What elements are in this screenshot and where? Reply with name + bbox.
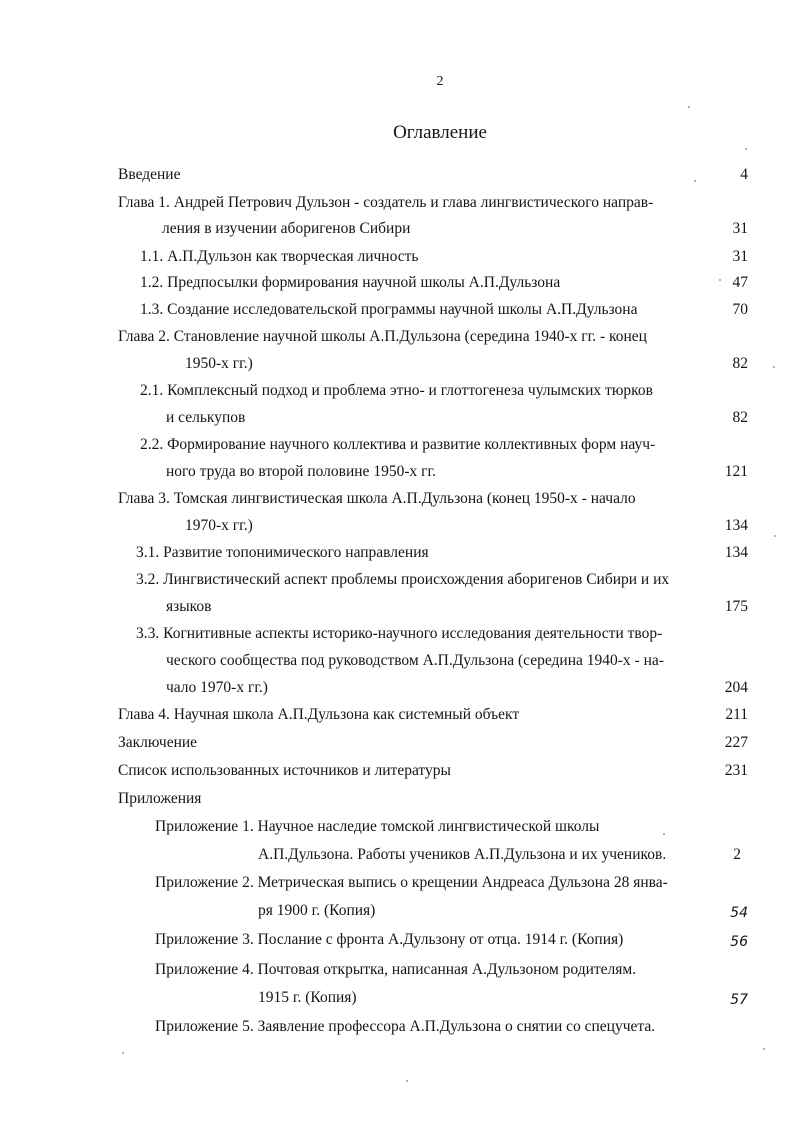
- page-number: 2: [436, 74, 444, 89]
- toc-entry-section-3-1: 3.1. Развитие топонимического направления: [136, 544, 429, 561]
- scan-speck: [773, 366, 775, 368]
- scan-speck: [763, 1048, 765, 1050]
- scan-speck: [122, 1052, 124, 1054]
- toc-entry-appendix-4: Приложение 4. Почтовая открытка, написанная А.Дульзоном родителям.: [155, 961, 637, 978]
- toc-entry-chapter-2: Глава 2. Становление научной школы А.П.Дульзона (середина 1940-х гг. - конец: [118, 328, 647, 345]
- toc-entry-section-2-2-cont: ного труда во второй половине 1950-х гг.: [166, 463, 436, 480]
- toc-page-section-2-2: 121: [724, 463, 748, 480]
- toc-entry-appendix-4-cont: 1915 г. (Копия): [258, 989, 357, 1006]
- toc-entry-section-2-2: 2.2. Формирование научного коллектива и развитие коллективных форм науч-: [140, 436, 656, 453]
- toc-entry-section-1-2: 1.2. Предпосылки формирования научной школы А.П.Дульзона: [140, 274, 561, 291]
- toc-entry-appendix-1: Приложение 1. Научное наследие томской лингвистической школы: [155, 818, 600, 835]
- toc-page-appendix-4: 57: [730, 992, 748, 1008]
- toc-page-section-3-1: 134: [724, 544, 748, 561]
- toc-page-chapter-4: 211: [725, 706, 748, 723]
- scan-speck: [688, 106, 690, 108]
- toc-page-section-1-1: 31: [732, 248, 748, 265]
- toc-entry-appendix-3: Приложение 3. Послание с фронта А.Дульзону от отца. 1914 г. (Копия): [155, 931, 624, 948]
- scan-speck: [745, 148, 747, 150]
- toc-entry-chapter-1: Глава 1. Андрей Петрович Дульзон - создатель и глава лингвистического направ-: [118, 194, 654, 211]
- toc-page-chapter-3: 134: [724, 517, 748, 534]
- toc-page-chapter-1: 31: [732, 220, 748, 237]
- toc-page-section-1-2: 47: [732, 274, 748, 291]
- toc-entry-section-3-3-cont-1: ческого сообщества под руководством А.П.Дульзона (середина 1940-х - на-: [166, 652, 664, 669]
- toc-entry-chapter-3: Глава 3. Томская лингвистическая школа А.П.Дульзона (конец 1950-х - начало: [118, 490, 636, 507]
- toc-entry-section-1-3: 1.3. Создание исследовательской программы научной школы А.П.Дульзона: [140, 301, 638, 318]
- toc-page-conclusion: 227: [724, 734, 748, 751]
- toc-entry-chapter-4: Глава 4. Научная школа А.П.Дульзона как системный объект: [118, 706, 520, 723]
- toc-entry-section-2-1-cont: и селькупов: [166, 409, 246, 426]
- toc-title: Оглавление: [393, 122, 487, 143]
- toc-entry-appendix-2: Приложение 2. Метрическая выпись о крещении Андреаса Дульзона 28 янва-: [155, 874, 668, 891]
- toc-page-chapter-2: 82: [732, 355, 748, 372]
- toc-entry-chapter-1-cont: ления в изучении аборигенов Сибири: [162, 220, 411, 237]
- scan-speck: [774, 535, 776, 537]
- toc-page-appendix-1: 2: [733, 846, 741, 863]
- toc-page-appendix-3: 56: [730, 934, 748, 950]
- toc-entry-appendix-1-cont: А.П.Дульзона. Работы учеников А.П.Дульзона и их учеников.: [258, 846, 667, 863]
- toc-entry-introduction: Введение: [118, 166, 181, 183]
- toc-entry-appendices: Приложения: [118, 790, 202, 807]
- toc-entry-appendix-2-cont: ря 1900 г. (Копия): [258, 902, 376, 919]
- toc-page-appendix-2: 54: [730, 905, 748, 921]
- toc-entry-bibliography: Список использованных источников и литературы: [118, 762, 451, 779]
- toc-entry-chapter-3-cont: 1970-х гг.): [185, 517, 253, 534]
- toc-page-section-3-2: 175: [724, 598, 748, 615]
- toc-entry-section-1-1: 1.1. А.П.Дульзон как творческая личность: [140, 248, 419, 265]
- toc-entry-section-3-3-cont-2: чало 1970-х гг.): [166, 679, 268, 696]
- scan-speck: [694, 180, 696, 182]
- toc-entry-section-3-3: 3.3. Когнитивные аспекты историко-научного исследования деятельности твор-: [136, 625, 663, 642]
- scan-speck: [406, 1080, 408, 1082]
- toc-page-introduction: 4: [740, 166, 748, 183]
- toc-entry-appendix-5: Приложение 5. Заявление профессора А.П.Дульзона о снятии со спецучета.: [155, 1018, 656, 1035]
- toc-page-section-1-3: 70: [732, 301, 748, 318]
- toc-page-section-3-3: 204: [724, 679, 748, 696]
- toc-entry-section-2-1: 2.1. Комплексный подход и проблема этно- и глоттогенеза чулымских тюрков: [140, 382, 653, 399]
- toc-entry-section-3-2: 3.2. Лингвистический аспект проблемы происхождения аборигенов Сибири и их: [136, 571, 670, 588]
- toc-page-section-2-1: 82: [732, 409, 748, 426]
- toc-page-bibliography: 231: [724, 762, 748, 779]
- scan-speck: [663, 833, 665, 835]
- toc-entry-conclusion: Заключение: [118, 734, 198, 751]
- scan-speck: [719, 279, 721, 281]
- toc-entry-chapter-2-cont: 1950-х гг.): [185, 355, 253, 372]
- toc-entry-section-3-2-cont: языков: [166, 598, 212, 615]
